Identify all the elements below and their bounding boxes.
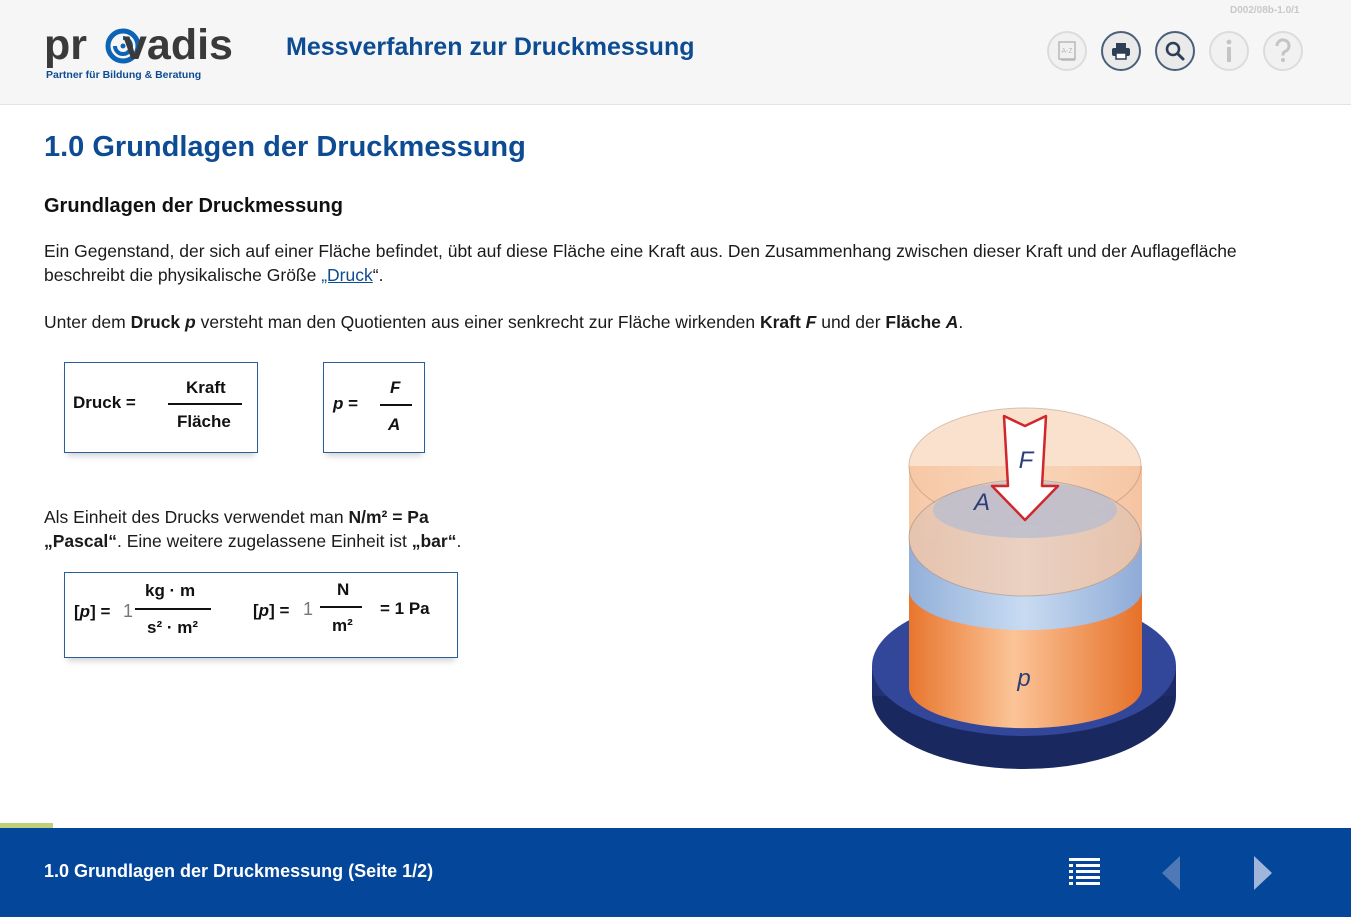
formula-box-symbols (323, 362, 425, 453)
header-bar (0, 0, 1351, 105)
definition-paragraph (44, 310, 963, 334)
unit-lhs-2: [p] = (253, 601, 290, 620)
unit-text: Als Einheit des Drucks verwendet man (44, 507, 349, 527)
glossary-icon-label: A-Z (1061, 48, 1073, 55)
unit-denominator-1: s² · m² (147, 618, 198, 637)
force-label: F (1018, 447, 1034, 474)
formula-numerator-symbol (390, 378, 400, 398)
definition-text: und der (816, 312, 886, 332)
info-button[interactable] (1209, 31, 1249, 71)
area-label: A (973, 489, 991, 516)
unit-formula-box (64, 572, 458, 658)
intro-text: Ein Gegenstand, der sich auf einer Fläche befindet, übt auf diese Fläche eine Kraft aus. Den Zusammenhang zwischen dieser Kraft und der Auflagefläche beschreibt die physikalische Größe (44, 241, 1237, 285)
unit-numerator-2: N (337, 580, 350, 599)
formula-denominator: Fläche (177, 412, 231, 431)
unit-pascal: „Pascal“ (44, 531, 117, 551)
next-page-button[interactable] (1252, 855, 1274, 896)
druck-term: Druck (130, 312, 186, 332)
pressure-label: p (1017, 665, 1031, 692)
unit-bar: „bar“ (411, 531, 457, 551)
prev-arrow-icon (1160, 855, 1182, 891)
unit-denominator-2: m² (332, 616, 353, 635)
flaeche-term: Fläche (885, 312, 946, 332)
search-icon (1164, 40, 1186, 62)
document-id: D002/08b-1.0/1 (1230, 5, 1300, 16)
glossary-button[interactable] (1047, 31, 1087, 71)
unit-text: . Eine weitere zugelassene Einheit ist (116, 531, 412, 551)
info-icon (1218, 38, 1240, 64)
unit-npa: N/m² = Pa (348, 507, 429, 527)
definition-text: . (958, 312, 964, 332)
f-symbol: F (390, 378, 401, 397)
logo-tagline: Partner für Bildung & Beratung (46, 69, 202, 81)
help-icon (1272, 38, 1294, 64)
logo-wordmark: pr vadis (44, 21, 233, 69)
unit-lhs-1: [p] = (74, 602, 111, 621)
formula-box-words (64, 362, 258, 453)
unit-paragraph (44, 505, 461, 553)
next-arrow-icon (1252, 855, 1274, 891)
f-symbol: F (805, 312, 817, 332)
p-symbol: p (185, 312, 196, 332)
formula-denominator-symbol (388, 415, 400, 435)
formula-lhs-symbol (333, 394, 358, 414)
formula-numerator: Kraft (186, 378, 226, 397)
definition-text: versteht man den Quotienten aus einer senkrecht zur Fläche wirkenden (195, 312, 760, 332)
intro-paragraph (44, 239, 1284, 287)
search-button[interactable] (1155, 31, 1195, 71)
unit-factor-2: 1 (303, 599, 314, 619)
definition-text: Unter dem (44, 312, 131, 332)
help-button[interactable] (1263, 31, 1303, 71)
app-title: Messverfahren zur Druckmessung (286, 33, 695, 61)
provadis-logo (44, 20, 244, 90)
a-symbol: A (945, 312, 959, 332)
formula-lhs: Druck = (73, 393, 136, 412)
toc-list-icon (1068, 856, 1102, 890)
footer-page-label: 1.0 Grundlagen der Druckmessung (Seite 1/2) (44, 861, 434, 881)
kraft-term: Kraft (759, 312, 806, 332)
page-title: 1.0 Grundlagen der Druckmessung (44, 131, 526, 163)
fraction-bar (320, 606, 362, 608)
druck-glossary-link[interactable]: „Druck (321, 265, 373, 285)
table-of-contents-button[interactable] (1068, 856, 1102, 895)
unit-factor-1: 1 (123, 601, 134, 621)
p-symbol: p (333, 394, 344, 413)
previous-page-button[interactable] (1160, 855, 1182, 896)
glossary-icon (1056, 40, 1078, 62)
print-icon (1110, 40, 1132, 62)
unit-numerator-1: kg · m (145, 581, 196, 600)
unit-result: = 1 Pa (380, 599, 430, 618)
fraction-bar (135, 608, 211, 610)
print-button[interactable] (1101, 31, 1141, 71)
section-title: Grundlagen der Druckmessung (44, 195, 343, 217)
fraction-bar (168, 403, 242, 405)
pressure-cylinder-illustration (868, 398, 1186, 778)
a-symbol: A (388, 415, 401, 434)
unit-text: . (456, 531, 462, 551)
equals-sign: = (343, 394, 359, 413)
fraction-bar (380, 404, 412, 406)
intro-text-end: “. (372, 265, 384, 285)
